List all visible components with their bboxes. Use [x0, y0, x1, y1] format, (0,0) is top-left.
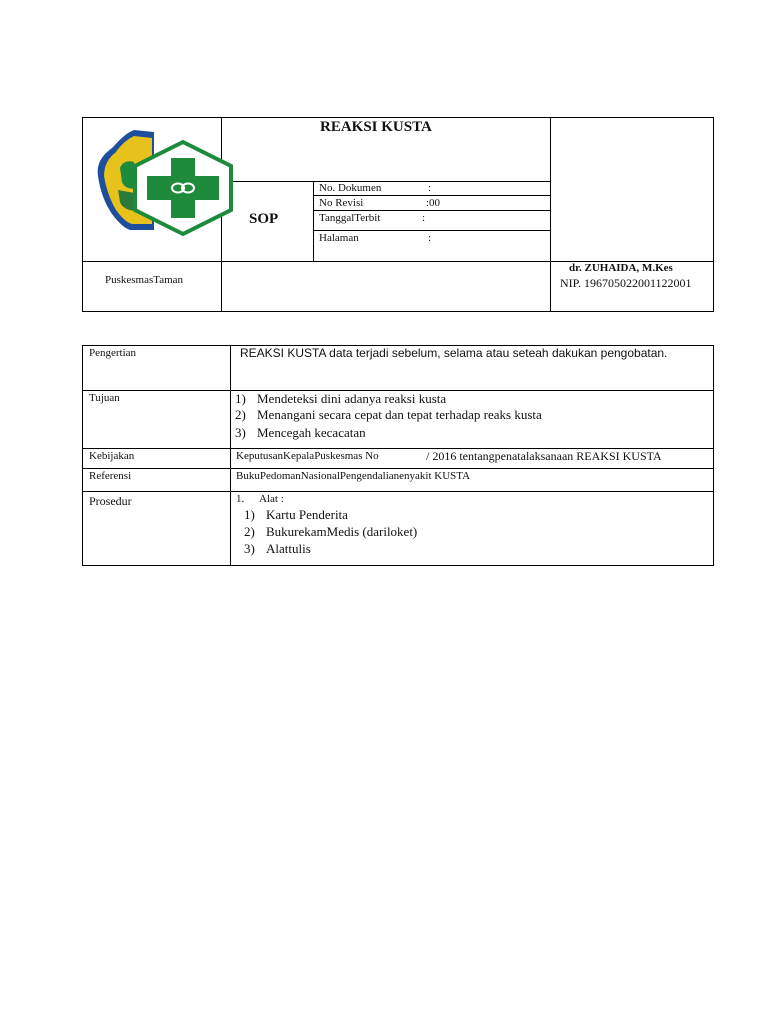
pengertian-label: Pengertian: [89, 347, 137, 359]
institution-name: PuskesmasTaman: [105, 274, 184, 286]
prosedur-item-num: 3): [244, 541, 255, 556]
referensi-text: BukuPedomanNasionalPengendalianenyakit KUSTA: [236, 470, 471, 482]
field-value-no-dokumen: :: [428, 182, 432, 194]
tujuan-item-num: 2): [235, 407, 246, 422]
tujuan-label: Tujuan: [89, 392, 120, 404]
field-label-halaman: Halaman: [319, 232, 359, 244]
tujuan-item-num: 3): [235, 425, 246, 440]
tujuan-item-text: Mencegah kecacatan: [257, 425, 366, 440]
field-label-tanggal-terbit: TanggalTerbit: [319, 212, 381, 224]
prosedur-heading-num: 1.: [236, 493, 245, 505]
kebijakan-label: Kebijakan: [89, 450, 135, 462]
kebijakan-text-a: KeputusanKepalaPuskesmas No: [236, 450, 379, 462]
prosedur-item-text: Kartu Penderita: [266, 507, 348, 522]
sop-label: SOP: [249, 211, 279, 227]
pengertian-text: REAKSI KUSTA data terjadi sebelum, selama atau seteah dakukan pengobatan.: [240, 346, 668, 360]
prosedur-item-num: 1): [244, 507, 255, 522]
document-title: REAKSI KUSTA: [320, 119, 432, 135]
prosedur-item-text: Alattulis: [266, 541, 311, 556]
signatory-nip: NIP. 196705022001122001: [560, 276, 692, 290]
field-value-halaman: :: [428, 232, 432, 244]
prosedur-item-num: 2): [244, 524, 255, 539]
kebijakan-text-b: / 2016 tentangpenatalaksanaan REAKSI KUSTA: [426, 449, 662, 463]
signatory-name: dr. ZUHAIDA, M.Kes: [569, 262, 673, 274]
tujuan-item-num: 1): [235, 391, 246, 406]
prosedur-heading-text: Alat :: [259, 493, 284, 505]
puskesmas-cross-logo: [131, 140, 235, 236]
field-value-tanggal-terbit: :: [422, 212, 426, 224]
tujuan-item-text: Menangani secara cepat dan tepat terhadap reaks kusta: [257, 407, 542, 422]
prosedur-label: Prosedur: [89, 494, 132, 508]
field-label-no-dokumen: No. Dokumen: [319, 182, 382, 194]
field-label-no-revisi: No Revisi: [319, 197, 364, 209]
referensi-label: Referensi: [89, 470, 132, 482]
prosedur-item-text: BukurekamMedis (dariloket): [266, 524, 418, 539]
field-value-no-revisi: :00: [426, 197, 441, 209]
tujuan-item-text: Mendeteksi dini adanya reaksi kusta: [257, 391, 447, 406]
